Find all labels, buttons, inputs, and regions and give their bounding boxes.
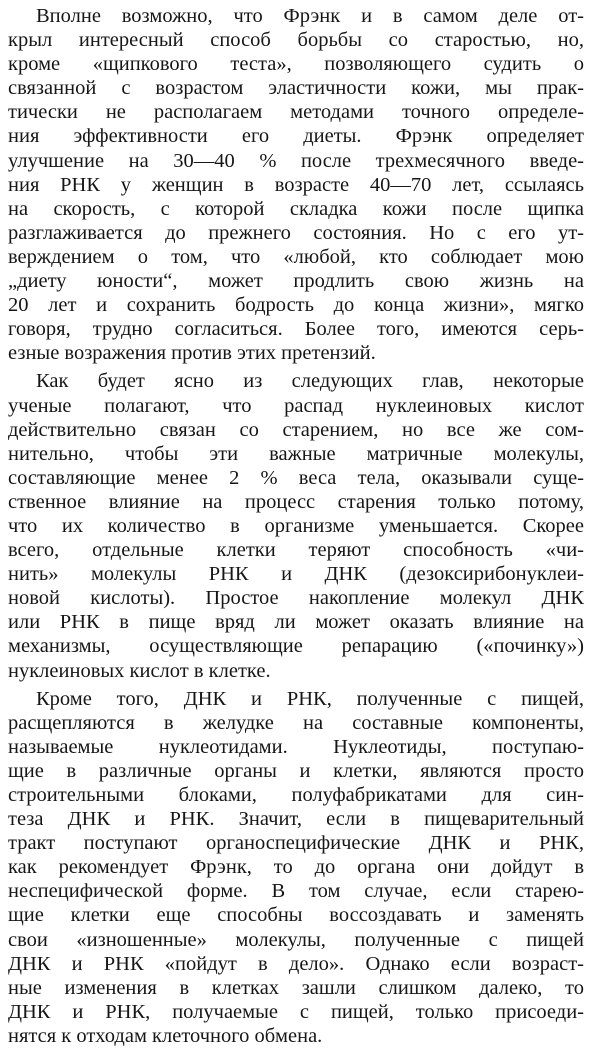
text-line: нятся к отходам клеточного обмена.	[8, 1024, 323, 1047]
text-line: крыл интересный способ борьбы со старостью, но,	[8, 29, 584, 52]
text-line: механизмы, осуществляющие репарацию («починку»)	[8, 635, 584, 658]
text-line: Как будет ясно из следующих глав, некоторые	[36, 370, 584, 393]
text-line: называемые нуклеотидами. Нуклеотиды, поступаю-	[8, 735, 584, 758]
text-line: кроме «щипкового теста», позволяющего судить о	[8, 53, 584, 76]
text-line: строительными блоками, полуфабрикатами для син-	[8, 784, 584, 806]
paragraph	[8, 687, 584, 1048]
text-line: „диету юности“, может продлить свою жизнь на	[8, 270, 584, 293]
text-line: тракт поступают органоспецифические ДНК и РНК,	[8, 832, 584, 855]
text-line: на скорость, с которой складка кожи после щипка	[8, 197, 584, 220]
text-line: что их количество в организме уменьшается. Скорее	[8, 514, 584, 537]
text-line: ДНК и РНК «пойдут в дело». Однако если возраст-	[8, 952, 584, 975]
text-line: щие в различные органы и клетки, являются просто	[8, 759, 584, 782]
text-line: ния эффективности его диеты. Фрэнк определяет	[8, 125, 584, 148]
text-line: разглаживается до прежнего состояния. Но с его ут-	[8, 221, 584, 244]
text-line: новой кислоты). Простое накопление молекул ДНК	[8, 587, 584, 610]
paragraph	[8, 369, 584, 682]
paragraph	[8, 4, 584, 365]
text-line: 20 лет и сохранить бодрость до конца жизни», мягко	[8, 294, 584, 317]
text-line: составляющие менее 2 % веса тела, оказывали суще-	[8, 466, 584, 489]
text-line: нительно, чтобы эти важные матричные молекулы,	[8, 442, 584, 465]
text-line: тически не располагаем методами точного определе-	[8, 101, 584, 124]
text-line: Кроме того, ДНК и РНК, полученные с пищей,	[36, 687, 584, 710]
text-line: ственное влияние на процесс старения только потому,	[8, 490, 584, 513]
text-line: теза ДНК и РНК. Значит, если в пищеварительный	[8, 808, 584, 831]
text-line: ДНК и РНК, получаемые с пищей, только присоеди-	[8, 1000, 584, 1023]
text-line: говоря, трудно согласиться. Более того, имеются серь-	[8, 318, 584, 341]
text-line: ния РНК у женщин в возрасте 40—70 лет, ссылаясь	[8, 173, 584, 196]
text-line: расщепляются в желудке на составные компоненты,	[8, 711, 584, 734]
text-line: ные изменения в клетках зашли слишком далеко, то	[8, 976, 584, 999]
text-line: или РНК в пище вряд ли может оказать влияние на	[8, 611, 584, 634]
text-line: верждением о том, что «любой, кто соблюдает мою	[8, 245, 584, 268]
text-line: связанной с возрастом эластичности кожи, мы прак-	[8, 77, 584, 100]
text-line: улучшение на 30—40 % после трехмесячного введе-	[8, 149, 584, 172]
text-line: неспецифической форме. В том случае, если старею-	[8, 880, 584, 903]
text-line: нуклеиновых кислот в клетке.	[8, 659, 271, 682]
text-line: всего, отдельные клетки теряют способность «чи-	[8, 539, 584, 562]
text-line: езные возражения против этих претензий.	[8, 342, 376, 365]
text-line: щие клетки еще способны воссоздавать и заменять	[8, 904, 584, 927]
text-line: как рекомендует Фрэнк, то до органа они дойдут в	[8, 856, 584, 879]
text-line: нить» молекулы РНК и ДНК (дезоксирибонуклеи-	[8, 563, 584, 586]
text-line: действительно связан со старением, но все же сом-	[8, 418, 584, 441]
text-line: ученые полагают, что распад нуклеиновых кислот	[8, 394, 584, 417]
text-line: свои «изношенные» молекулы, полученные с пищей	[8, 928, 584, 951]
text-line: Вполне возможно, что Фрэнк и в самом деле от-	[36, 5, 584, 27]
